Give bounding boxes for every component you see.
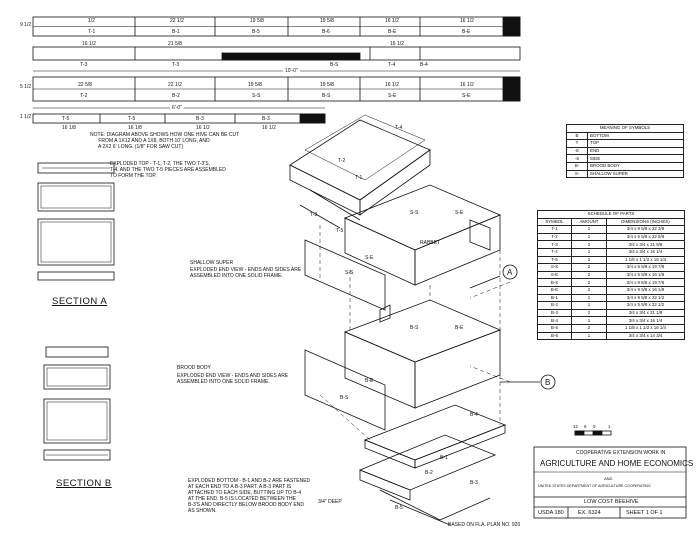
part-dimensions: 3/4 x 9 5/8 x 22 1/2 — [606, 294, 684, 302]
schedule-row — [538, 286, 685, 294]
title-block-ref1: USDA 180 — [538, 510, 564, 516]
part-dimensions: 3/4 x 5 5/8 x 22 5/8 — [606, 233, 684, 241]
schedule-row — [538, 256, 685, 264]
row1-width-6: 16 1/2 — [460, 18, 474, 24]
schedule-row — [538, 264, 685, 272]
symbol-meaning: SHALLOW SUPER — [588, 170, 684, 178]
row2-width-2: 22 1/2 — [168, 82, 182, 88]
label-brood-be1: B-E — [455, 325, 464, 331]
left-dim-3: 9 1/2 — [20, 22, 32, 28]
row3-label-3: B-3 — [196, 116, 204, 122]
part-dimensions: 3/4 x 3/4 x 14 3/4 — [606, 332, 684, 340]
symbols-row — [567, 147, 684, 155]
part-symbol: B-5 — [538, 324, 572, 332]
scale-label-4: 1 — [608, 424, 611, 429]
label-top-t2: T-2 — [338, 158, 346, 164]
row3-width-3: 16 1/2 — [196, 125, 210, 131]
exploded-top-note: EXPLODED TOP - T-1, T-2, THE TWO T-3'S, T-4, AND THE TWO T-5 PIECES ARE ASSEMBLED TO FORM THE TOP. — [110, 161, 226, 179]
part-dimensions: 3/4 x 3/4 x 21 1/8 — [606, 309, 684, 317]
part-symbol: B-4 — [538, 317, 572, 325]
part-dimensions: 3/4 x 9 5/8 x 16 1/8 — [606, 286, 684, 294]
title-block-sheet: SHEET 1 OF 1 — [626, 510, 663, 516]
part-dimensions: 3/4 x 3/4 x 21 5/8 — [606, 241, 684, 249]
part-amount: 2 — [571, 279, 606, 287]
row1-width-5: 16 1/2 — [385, 18, 399, 24]
diagram-note: NOTE: DIAGRAM ABOVE SHOWS HOW ONE HIVE CAN BE CUT FROM A 1X12 AND A 1X8, BOTH 10' LONG, AND A 2X2 6' LONG. (1/8" FOR SAW CUT) — [90, 132, 240, 150]
label-super-ss2: S-S — [345, 270, 354, 276]
schedule-row — [538, 332, 685, 340]
part-amount: 1 — [571, 332, 606, 340]
symbol-code: B- — [567, 162, 588, 170]
symbol-code: B — [567, 132, 588, 140]
row2-label-5: S-E — [388, 93, 397, 99]
symbols-row — [567, 155, 684, 163]
part-dimensions: 3/4 x 9 5/8 x 19 7/8 — [606, 279, 684, 287]
title-block-line1: COOPERATIVE EXTENSION WORK IN — [576, 450, 666, 456]
scale-label-1: 12 — [573, 424, 578, 429]
part-dimensions: 3/4 x 5 5/8 x 19 7/8 — [606, 264, 684, 272]
symbol-meaning: END — [588, 147, 684, 155]
row3-label-1: T-5 — [62, 116, 70, 122]
label-bottom-b1: B-1 — [440, 455, 448, 461]
brood-body-title: BROOD BODY — [177, 365, 211, 371]
left-dim-1: 1 1/2 — [20, 114, 32, 120]
part-dimensions: 3/4 x 9 5/8 x 22 3/8 — [606, 226, 684, 234]
part-amount: 1 — [571, 302, 606, 310]
schedule-table-title: SCHEDULE OF PARTS — [538, 211, 685, 219]
row2-label-6: S-E — [462, 93, 471, 99]
row2-width-4: 19 5/8 — [320, 82, 334, 88]
row3-label-4: B-3 — [262, 116, 270, 122]
schedule-row — [538, 279, 685, 287]
label-brood-bs2: B-S — [340, 395, 349, 401]
row1-label-6: B-E — [462, 29, 471, 35]
row3-width-4: 16 1/2 — [262, 125, 276, 131]
row1-lower-label-2: T-3 — [172, 62, 180, 68]
row1-lower-width-2: 21 5/8 — [168, 41, 182, 47]
symbol-meaning: BROOD BODY — [588, 162, 684, 170]
part-symbol: S-S — [538, 264, 572, 272]
symbols-row — [567, 170, 684, 178]
label-top-t4: T-4 — [395, 125, 403, 131]
schedule-table — [537, 210, 685, 340]
row3-label-2: T-5 — [128, 116, 136, 122]
symbols-table — [566, 124, 684, 178]
symbol-code: T — [567, 140, 588, 148]
part-amount: 2 — [571, 324, 606, 332]
row1-total-length: 10'-0" — [285, 68, 298, 74]
schedule-row — [538, 309, 685, 317]
row1-lower-label-5: B-4 — [420, 62, 428, 68]
label-super-se1: S-E — [455, 210, 464, 216]
part-amount: 2 — [571, 241, 606, 249]
row3-total-length: 6'-0" — [172, 105, 182, 111]
part-symbol: T-1 — [538, 226, 572, 234]
symbol-code: S- — [567, 170, 588, 178]
label-top-t1: T-1 — [355, 175, 363, 181]
part-dimensions: 3/4 x 5 5/8 x 16 1/8 — [606, 271, 684, 279]
part-dimensions: 1 1/8 x 1 1/2 x 16 1/4 — [606, 256, 684, 264]
title-block-project: LOW COST BEEHIVE — [584, 499, 639, 505]
part-amount: 1 — [571, 317, 606, 325]
symbol-code: -E — [567, 147, 588, 155]
symbol-meaning: BOTTOM — [588, 132, 684, 140]
row2-label-3: S-S — [252, 93, 261, 99]
part-symbol: B-6 — [538, 332, 572, 340]
part-amount: 2 — [571, 256, 606, 264]
part-symbol: B-S — [538, 279, 572, 287]
title-block-line3: AND — [604, 476, 613, 481]
title-block-line2: AGRICULTURE AND HOME ECONOMICS — [540, 459, 694, 468]
section-b-title: SECTION B — [56, 478, 112, 489]
row3-width-1: 16 1/8 — [62, 125, 76, 131]
schedule-header-dimensions: DIMENSIONS (INCHES) — [606, 218, 684, 226]
row1-label-2: B-1 — [172, 29, 180, 35]
row1-width-2: 22 1/2 — [170, 18, 184, 24]
part-symbol: T-4 — [538, 248, 572, 256]
symbols-row — [567, 162, 684, 170]
schedule-row — [538, 241, 685, 249]
title-block-line4: UNITED STATES DEPARTMENT OF AGRICULTURE COOPERATING — [538, 484, 651, 488]
rabbet-label: RABBET — [420, 240, 441, 246]
part-symbol: B-E — [538, 286, 572, 294]
part-symbol: T-2 — [538, 233, 572, 241]
symbol-meaning: TOP — [588, 140, 684, 148]
schedule-header-amount: AMOUNT — [571, 218, 606, 226]
scale-label-3: 0 — [593, 424, 596, 429]
part-symbol: B-2 — [538, 302, 572, 310]
row1-label-5: B-E — [388, 29, 397, 35]
row2-label-1: T-2 — [80, 93, 88, 99]
shallow-super-title: SHALLOW SUPER — [190, 260, 234, 266]
label-top-t3: T-3 — [310, 212, 318, 218]
part-amount: 1 — [571, 226, 606, 234]
part-dimensions: 3/4 x 5 5/8 x 22 1/2 — [606, 302, 684, 310]
schedule-row — [538, 233, 685, 241]
row1-label-1: T-1 — [88, 29, 96, 35]
row1-lower-label-4: T-4 — [388, 62, 396, 68]
row3-width-2: 16 1/8 — [128, 125, 142, 131]
part-symbol: B-1 — [538, 294, 572, 302]
exploded-bottom-note: EXPLODED BOTTOM - B-1 AND B-2 ARE FASTENED AT EACH END TO A B-3 PART. A B-3 PART IS ATTACHED TO EACH SIDE, BUTTING UP TO B-4 AT THE END. B-5 IS LOCATED BETWEEN THE B-3'S AND DIRECTLY BELOW BROOD BODY END AS SHOWN. — [188, 478, 311, 514]
label-bottom-b3: B-3 — [470, 480, 478, 486]
part-dimensions: 3/4 x 3/4 x 16 1/4 — [606, 248, 684, 256]
schedule-row — [538, 226, 685, 234]
label-top-t5: T-5 — [336, 228, 344, 234]
label-bottom-b2: B-2 — [425, 470, 433, 476]
scale-label-2: 6 — [584, 424, 587, 429]
part-amount: 2 — [571, 271, 606, 279]
part-amount: 2 — [571, 309, 606, 317]
row1-lower-width-4: 16 1/2 — [390, 41, 404, 47]
symbols-row — [567, 140, 684, 148]
section-a-title: SECTION A — [52, 296, 108, 307]
row2-width-3: 19 5/8 — [248, 82, 262, 88]
row1-label-4: B-6 — [322, 29, 330, 35]
label-super-ss1: S-S — [410, 210, 419, 216]
row1-width-3: 19 5/8 — [250, 18, 264, 24]
schedule-row — [538, 317, 685, 325]
part-amount: 2 — [571, 264, 606, 272]
schedule-row — [538, 248, 685, 256]
symbols-table-title: MEANING OF SYMBOLS — [567, 125, 684, 133]
part-amount: 2 — [571, 286, 606, 294]
brood-body-note: EXPLODED END VIEW - ENDS AND SIDES ARE ASSEMBLED INTO ONE SOLID FRAME. — [177, 373, 289, 385]
part-amount: 1 — [571, 233, 606, 241]
based-on-note: BASED ON FLA. PLAN NO. 920 — [448, 522, 521, 528]
schedule-row — [538, 294, 685, 302]
schedule-row — [538, 302, 685, 310]
row2-width-1: 22 5/8 — [78, 82, 92, 88]
row1-lower-label-3: B-S — [330, 62, 339, 68]
row1-lower-label-1: T-3 — [80, 62, 88, 68]
row1-width-4: 19 5/8 — [320, 18, 334, 24]
schedule-row — [538, 271, 685, 279]
row1-lower-width-1: 16 1/2 — [82, 41, 96, 47]
part-symbol: S-E — [538, 271, 572, 279]
schedule-row — [538, 324, 685, 332]
shallow-super-note: EXPLODED END VIEW - ENDS AND SIDES ARE ASSEMBLED INTO ONE SOLID FRAME. — [190, 267, 302, 279]
part-dimensions: 1 1/8 x 1 1/2 x 16 1/4 — [606, 324, 684, 332]
symbol-code: -S — [567, 155, 588, 163]
label-super-se2: S-E — [365, 255, 374, 261]
label-bottom-b4: B-4 — [470, 412, 478, 418]
part-symbol: T-3 — [538, 241, 572, 249]
symbols-row — [567, 132, 684, 140]
part-dimensions: 3/4 x 3/4 x 16 1/4 — [606, 317, 684, 325]
title-block-ref2: EX. 6324 — [578, 510, 601, 516]
label-brood-be2: B-E — [365, 378, 374, 384]
callout-a: A — [507, 268, 513, 277]
part-amount: 1 — [571, 294, 606, 302]
part-symbol: B-3 — [538, 309, 572, 317]
deep-label: 3/4" DEEP — [318, 499, 342, 505]
schedule-header-symbol: SYMBOL — [538, 218, 572, 226]
row1-width-1: 1/2 — [88, 18, 95, 24]
callout-b: B — [545, 378, 551, 387]
label-bottom-b5: B-5 — [395, 505, 403, 511]
part-amount: 1 — [571, 248, 606, 256]
row2-label-2: B-2 — [172, 93, 180, 99]
part-symbol: T-5 — [538, 256, 572, 264]
symbol-meaning: SIDE — [588, 155, 684, 163]
row2-width-5: 16 1/2 — [385, 82, 399, 88]
left-dim-2: 5 1/2 — [20, 84, 32, 90]
row1-label-3: B-5 — [252, 29, 260, 35]
row2-width-6: 16 1/2 — [460, 82, 474, 88]
label-brood-bs1: B-S — [410, 325, 419, 331]
row2-label-4: B-S — [322, 93, 331, 99]
